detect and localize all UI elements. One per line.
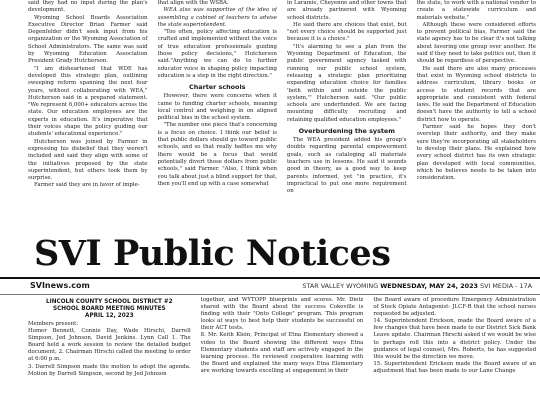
notices-columns xyxy=(0,297,540,400)
article-paragraph: "Too often, policy affecting education is crafted and implemented without the voice of true education professionals guiding those policy decisions," Hutcherson said."Anything we can do to further educator voice in shaping policy impacting education is a step in the right direction." xyxy=(157,29,277,79)
public-notices-banner xyxy=(0,234,540,278)
section-title: SVI Public Notices xyxy=(34,233,391,274)
section-rule xyxy=(0,277,540,279)
notice-heading-line: LINCOLN COUNTY SCHOOL DISTRICT #2 xyxy=(46,299,173,305)
section-heading-overburdening: Overburdening the system xyxy=(298,127,395,136)
article-paragraph: Wyoming School Boards Association Executive Director Brian Farmer said Degenfelder didn't seek input from his organization or the Wyoming Association of School Administrators. The same was said by Wyoming Education Association President Grady Hutcherson. xyxy=(28,14,148,65)
article-paragraph: that align with the WSBA. xyxy=(157,0,229,6)
notice-paragraph: Homer Bennett, Connie Day, Wade Hirschi, Darrell Simpson, Jed Johnson, David Jenkins. Lynn Call 1. The Board held a work session to review the detailed budget document, 2. Chairman Hirschi called the meeting to order at 6:00 p.m. xyxy=(28,328,191,363)
article-column-2 xyxy=(158,0,278,230)
article-paragraph: Although these were considered efforts to prevent political bias, Farmer said the state agency has to be clear it's not talking about favoring one group over another. He said if they need to take politics out, then it should be regardless of perspective. xyxy=(416,21,536,65)
article-paragraph: "The number one piece that's concerning is a focus on choice. I think our belief is that public dollars should go toward public schools, and so that really baffles me why there would be a focus that would potentially divert those dollars from public schools," said Farmer. "Also, I think when you talk about just a blind support for that, then you'll end up with a case somewhat xyxy=(157,122,277,187)
notice-paragraph: the Board aware of procedure Emergency Administration of Stock Opiate Antagonist- JLCF-R that the school nurses requested be adjusted. xyxy=(373,297,537,318)
notice-paragraph: 3. Darrell Simpson made the motion to adopt the agenda. Motion by Darrell Simpson, second by Jed Johnson xyxy=(28,363,191,377)
article-paragraph: "I am disheartened that WDE has developed this strategic plan, outlining sweeping reform spanning the next four years, without collaborating with WEA," Hutcherson said in a prepared statement. "We represent 6,000+ educators across the state. Our education employees are the experts in education. It's imperative that their voices shape the policy guiding our students' educational experience." xyxy=(28,65,148,138)
article-paragraph: WEA also was supportive of the idea of assembling a cabinet of teachers to advise the state superintendent. xyxy=(157,7,277,28)
publication-name: STAR VALLEY WYOMING xyxy=(302,282,379,290)
notice-paragraph: 14. Superintendent Erickson, made the Board aware of a few changes that have been made to our District Sick Bank Leave update. Chairman Hirschi asked if we would be wise to perhaps roll this into a district policy. Under the guidance of legal counsel, Mrs. Roberts, he has suggested this would be the direction we move. xyxy=(373,318,537,360)
section-heading-charter-schools: Charter schools xyxy=(189,83,246,92)
notice-heading xyxy=(28,299,191,320)
site-name: SVInews.com xyxy=(30,281,90,290)
page-subheader xyxy=(0,281,540,293)
subheader-rule xyxy=(0,294,540,295)
notice-heading-line: APRIL 12, 2023 xyxy=(85,313,134,319)
article-paragraph: He said there are choices that exist, but "not every choice should be supported just because it is a choice." xyxy=(287,21,407,43)
article-paragraph: The WEA president added his group's doubts regarding parental empowerment goals, such as cataloging all materials teachers use in lessons. He said it sounds good in theory, as a good way to keep parents informed, yet "in practice, it's impractical to put one more requirement on xyxy=(287,137,407,195)
dateline xyxy=(302,282,532,290)
article-paragraph: Farmer said he hopes they don't overstep their authority, and they make sure they're incorporating all stakeholders to develop their plans. He explained how every school district has its own strategic plan developed with local communities, which he believes needs to be taken into consideration. xyxy=(416,124,536,182)
article-paragraph: However, there were concerns when it came to funding charter schools, meaning local control and weighing in on aligned political bias in the school system. xyxy=(157,93,277,122)
notice-column-3 xyxy=(373,297,536,400)
article-paragraph: "It's alarming to see a plan from the Wyoming Department of Education, the public government agency tasked with running our public school system, releasing a strategic plan prioritizing expanding education choice for families 'both within and outside the public system,'" Hutcherson said. "Our public schools are underfunded. We are facing mounting difficulty recruiting and retaining qualified education employees." xyxy=(287,43,407,123)
article-column-4 xyxy=(417,0,537,230)
article-paragraph: Hutcherson was joined by Farmer in expressing his disbelief that they weren't included and said they align with some of the initiatives proposed by the state superintendent, but others took them by surprise. xyxy=(28,138,148,182)
notice-column-1 xyxy=(28,297,191,400)
issue-date: WEDNESDAY, MAY 24, 2023 xyxy=(380,282,478,290)
article-paragraph: in Laramie, Cheyenne and other towns that are already partnered with Wyoming school districts. xyxy=(287,0,407,21)
notice-paragraph: together, and WYTOPP blueprints and scores. Mr. Dietz shared with the Board about the success Cokeville is finding with their "Onto College" program. This program looks at ways to best help their students be successful on their ACT tests. xyxy=(200,297,364,332)
page-number: SVI MEDIA - 17A xyxy=(480,282,532,290)
article-paragraph: said they had no input during the plan's development. xyxy=(28,0,148,14)
notice-paragraph: Members present: xyxy=(28,321,79,327)
notice-paragraph: 8. Mr. Keith Klein, Principal of Etna Elementary showed a video to the Board showing the different ways Etna Elementary students and staff are actively engaged in the learning process. He reviewed cooperative learning with the Board and explained the many ways Etna Elementary are working towards excelling at engagement in their xyxy=(200,332,364,374)
article-column-3 xyxy=(287,0,407,230)
article-paragraph: the state, to work with a national vendor to create a statewide curriculum and materials website." xyxy=(416,0,536,21)
article-paragraph: Farmer said they are in favor of imple- xyxy=(34,182,140,189)
article-paragraph: He said there are also many processes that exist in Wyoming school districts to address curriculum, library books or access to student records that are appropriate and consistent with federal laws. He said the Department of Education doesn't have the authority to tell a school district how to operate. xyxy=(416,65,536,123)
notice-paragraph: 15. Superintendent Erickson made the Board aware of an adjustment that has been made to our Lane Change xyxy=(373,360,537,374)
notice-heading-line: SCHOOL BOARD MEETING MINUTES xyxy=(53,306,166,312)
notice-column-2 xyxy=(201,297,364,400)
article-column-1 xyxy=(28,0,148,230)
